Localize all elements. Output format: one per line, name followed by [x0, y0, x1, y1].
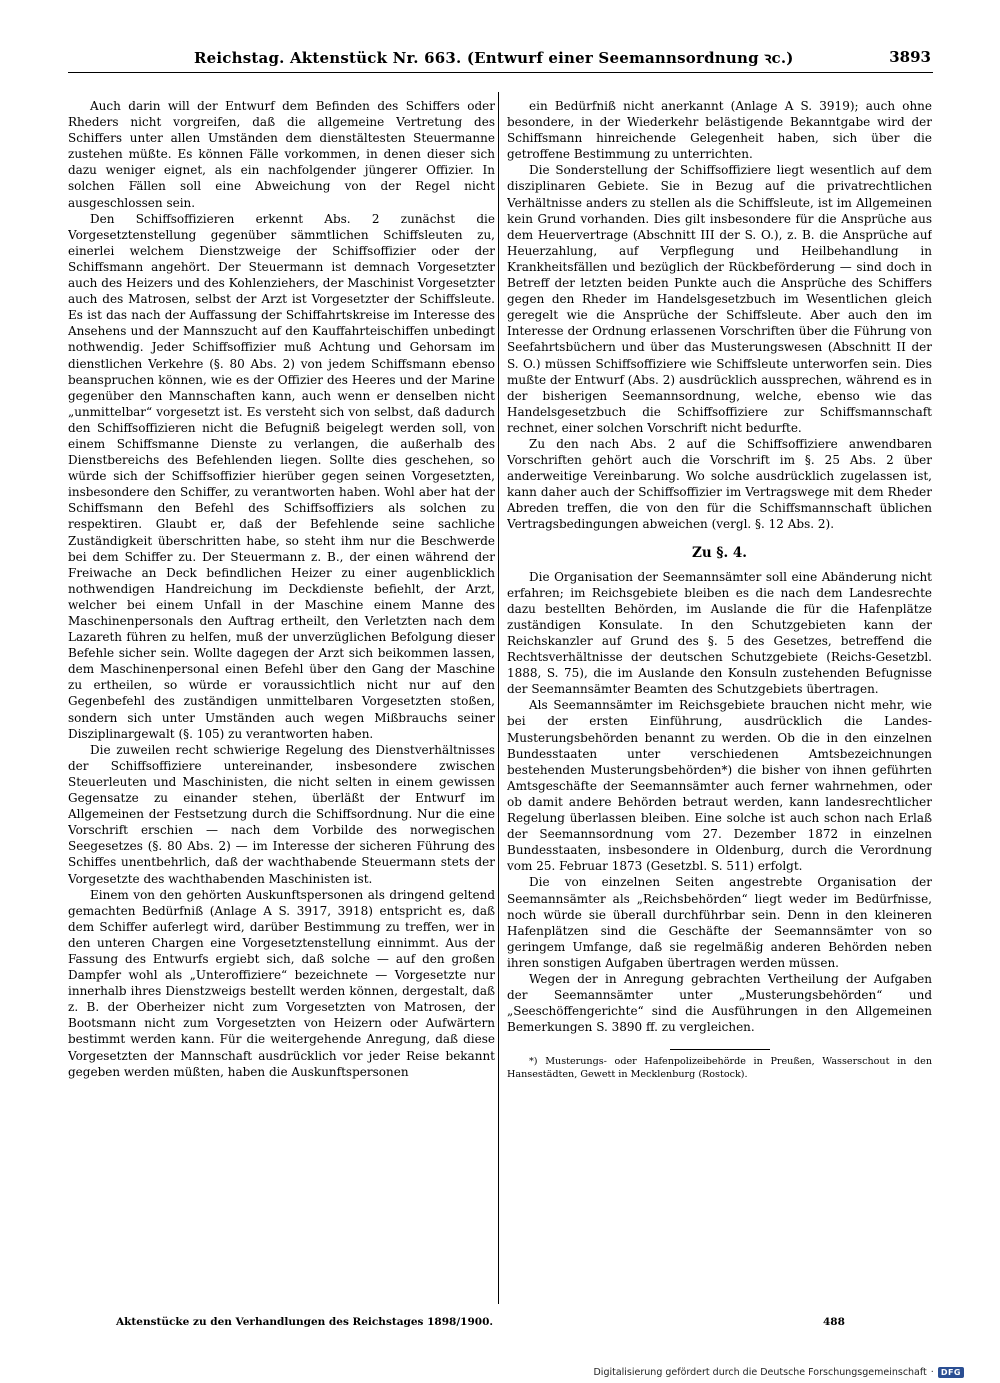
paragraph: Den Schiffsoffizieren erkennt Abs. 2 zunächst die Vorgesetztenstellung gegenüber sämmtlichen Schiffsleuten zu, einerlei welchem Dienstzweige der Schiffsoffizier oder der Schiffsmann angehört. Der Steuermann ist demnach Vorgesetzter auch des Heizers und des Kohlenziehers, der Maschinist Vorgesetzter auch des Matrosen, selbst der Arzt ist Vorgesetzter der Schiffsleute. Es ist das nach der Auffassung der Schiffahrtskreise im Interesse des Ansehens und der Mannszucht auf den Kauffahrteischiffen unbedingt nothwendig. Jeder Schiffsoffizier muß Achtung und Gehorsam im dienstlichen Verkehre (§. 80 Abs. 2) von jedem Schiffsmann ebenso beanspruchen können, wie es der Offizier des Heeres und der Marine gegenüber den Mannschaften kann, auch wenn er denselben nicht „unmittelbar“ vorgesetzt ist. Es versteht sich von selbst, daß dadurch den Schiffsoffizieren nicht die Befugniß beigelegt werden soll, von einem Schiffsmanne Dienste zu verlangen, die außerhalb des Dienstbereichs des Befehlenden liegen. Sollte dies geschehen, so würde sich der Schiffsoffizier hierüber gegen seinen Vorgesetzten, insbesondere den Schiffer, zu verantworten haben. Wohl aber hat der Schiffsmann den Befehl des Schiffsoffiziers als solchen zu respektiren. Glaubt er, daß der Befehlende seine sachliche Zuständigkeit überschritten habe, so steht ihm nur die Beschwerde bei dem Schiffer zu. Der Steuermann z. B., der einen während der Freiwache an Deck befindlichen Heizer zu einer augenblicklich nothwendigen Handreichung im Deckdienste befiehlt, der Arzt, welcher bei einem Unfall in der Maschine einem Manne des Maschinenpersonals den Auftrag ertheilt, den Verletzten nach dem Lazareth führen zu helfen, muß der unverzüglichen Befolgung dieser Befehle sicher sein. Wollte dagegen der Arzt sich beikommen lassen, dem Maschinenpersonal einen Befehl über den Gang der Maschine zu ertheilen, so würde er voraussichtlich nicht nur auf den Gegenbefehl des zuständigen unmittelbaren Vorgesetzten stoßen, sondern sich unter Umständen auch wegen Mißbrauchs seiner Disziplinargewalt (§. 105) zu verantworten haben. — [68, 211, 495, 741]
paragraph: Zu den nach Abs. 2 auf die Schiffsoffiziere anwendbaren Vorschriften gehört auch die Vorschrift im §. 25 Abs. 2 über anderweitige Vereinbarung. Wo solche ausdrücklich zugelassen ist, kann daher auch der Schiffsoffizier im Vertragswege mit dem Rheder Abreden treffen, die von den für die Schiffsmannschaft üblichen Vertragsbedingungen abweichen (vergl. §. 12 Abs. 2). — [507, 436, 932, 532]
paragraph: Die von einzelnen Seiten angestrebte Organisation der Seemannsämter als „Reichsbehörden“ liegt weder im Bedürfnisse, noch würde sie überall durchführbar sein. Denn in den kleineren Hafenplätzen sind die Geschäfte der Seemannsämter von so geringem Umfange, daß sie regelmäßig anderen Behörden neben ihren sonstigen Aufgaben übertragen werden müssen. — [507, 875, 932, 970]
footer-signature: Aktenstücke zu den Verhandlungen des Reichstages 1898/1900. — [116, 1316, 494, 1328]
header-rule — [68, 72, 933, 73]
paragraph: Als Seemannsämter im Reichsgebiete brauchen nicht mehr, wie bei der ersten Einführung, ausdrücklich die Landes-Musterungsbehörden benannt zu werden. Ob die in den einzelnen Bundesstaaten unter verschiedenen Amtsbezeichnungen bestehenden Musterungsbehörden*) die bisher von ihnen geführten Amtsgeschäfte der Seemannsämter auch ferner wahrnehmen, oder ob damit andere Behörden betraut werden, kann landesrechtlicher Regelung überlassen bleiben. Eine solche ist auch schon nach Erlaß der Seemannsordnung vom 27. Dezember 1872 in einzelnen Bundesstaaten, insbesondere in Oldenburg, durch die Verordnung vom 25. Februar 1873 (Gesetzbl. S. 511) erfolgt. — [507, 698, 932, 874]
section-heading: Zu §. 4. — [692, 544, 747, 561]
paragraph: Wegen der in Anregung gebrachten Vertheilung der Aufgaben der Seemannsämter unter „Musterungsbehörden“ und „Seeschöffengerichte“ sind die Ausführungen in den Allgemeinen Bemerkungen S. 3890 ff. zu vergleichen. — [507, 971, 932, 1035]
paragraph: Die Organisation der Seemannsämter soll eine Abänderung nicht erfahren; im Reichsgebiete bleiben es die nach dem Landesrechte dazu bestellten Behörden, im Auslande die für die Hafenplätze zuständigen Konsulate. In den Schutzgebieten kann der Reichskanzler auf Grund des §. 5 des Gesetzes, betreffend die Rechtsverhältnisse der deutschen Schutzgebiete (Reichs-Gesetzbl. 1888, S. 75), die im Auslande den Konsuln zustehenden Befugnisse der Seemannsämter Beamten des Schutzgebiets übertragen. — [507, 569, 932, 697]
credit-text: Digitalisierung gefördert durch die Deutsche Forschungsgemeinschaft — [593, 1367, 927, 1378]
paragraph: Die Sonderstellung der Schiffsoffiziere liegt wesentlich auf dem disziplinaren Gebiete. Sie in Bezug auf die privatrechtlichen Verhältnisse anders zu stellen als die Schiffsleute, ist im Allgemeinen kein Grund vorhanden. Dies gilt insbesondere für die Ansprüche aus dem Heuervertrage (Abschnitt III der S. O.), z. B. die Ansprüche auf Heuerzahlung, auf Verpflegung und Heilbehandlung in Krankheitsfällen und bezüglich der Rückbeförderung — sind doch in Betreff der letzten beiden Punkte auch die Ansprüche des Schiffers gegen den Rheder im Handelsgesetzbuch im Wesentlichen gleich geregelt wie die Ansprüche der Schiffsleute. Aber auch den im Interesse der Ordnung erlassenen Vorschriften über die Führung von Seefahrtsbüchern und über das Musterungswesen (Abschnitt II der S. O.) müssen Schiffsoffiziere wie Schiffsleute unterworfen sein. Dies mußte der Entwurf (Abs. 2) ausdrücklich aussprechen, während es in der bisherigen Seemannsordnung, welche, ebenso wie das Handelsgesetzbuch die Schiffsoffiziere zur Schiffsmannschaft rechnet, einer solchen Vorschrift nicht bedurfte. — [507, 163, 932, 435]
paragraph: Einem von den gehörten Auskunftspersonen als dringend geltend gemachten Bedürfniß (Anlage A S. 3917, 3918) entspricht es, daß dem Schiffer auferlegt wird, darüber Bestimmung zu treffen, wer in den unteren Chargen eine Vorgesetztenstellung einnimmt. Aus der Fassung des Entwurfs ergiebt sich, daß solche — auf den großen Dampfer wohl als „Unteroffiziere“ bezeichnete — Vorgesetzte nur innerhalb ihres Dienstzweigs bestellt werden können, dergestalt, daß z. B. der Oberheizer nicht zum Vorgesetzten von Matrosen, der Bootsmann nicht zum Vorgesetzten von Heizern oder Aufwärtern bestimmt werden kann. Für die weitergehende Anregung, daß diese Vorgesetzten der Mannschaft ausdrücklich vor jeder Reise bekannt gegeben werden müßten, haben die Auskunftspersonen — [68, 887, 495, 1079]
header-title: Reichstag. Aktenstück Nr. 663. (Entwurf einer Seemannsordnung ꝛc.) — [194, 49, 794, 67]
running-header — [68, 45, 933, 73]
digitization-credit — [593, 1366, 964, 1379]
dfg-logo-icon: DFG — [938, 1367, 964, 1378]
column-divider — [498, 92, 499, 1304]
left-column — [68, 98, 495, 1308]
page-number: 3893 — [889, 48, 931, 66]
footnote: *) Musterungs- oder Hafenpolizeibehörde in Preußen, Wasserschout in den Hansestädten, Gewett in Mecklenburg (Rostock). — [507, 1056, 932, 1080]
paragraph: ein Bedürfniß nicht anerkannt (Anlage A S. 3919); auch ohne besondere, in der Wiederkehr belästigende Bekanntgabe wird der Schiffsmann hinreichende Gelegenheit haben, sich über die getroffene Bestimmung zu unterrichten. — [507, 99, 932, 162]
paragraph: Auch darin will der Entwurf dem Befinden des Schiffers oder Rheders nicht vorgreifen, daß die allgemeine Vertretung des Schiffers unter allen Umständen dem dienstältesten Steuermanne zustehen müßte. Es können Fälle vorkommen, in denen dieser sich dazu weniger eignet, als ein nachfolgender jüngerer Offizier. In solchen Fällen soll eine Abweichung von der Regel nicht ausgeschlossen sein. — [68, 99, 495, 210]
footnote-rule — [670, 1049, 770, 1050]
footer-sheet-number: 488 — [823, 1316, 845, 1328]
dot-separator: · — [930, 1367, 934, 1378]
right-column — [507, 98, 932, 1313]
paragraph: Die zuweilen recht schwierige Regelung des Dienstverhältnisses der Schiffsoffiziere untereinander, insbesondere zwischen Steuerleuten und Maschinisten, die nicht selten in einem gewissen Gegensatze zu einander stehen, überläßt der Entwurf im Allgemeinen der Festsetzung durch die Schiffsordnung. Nur die eine Vorschrift erschien — nach dem Vorbilde des norwegischen Seegesetzes (§. 80 Abs. 2) — im Interesse der sicheren Führung des Schiffes unentbehrlich, daß der wachthabende Steuermann stets der Vorgesetzte des wachthabenden Maschinisten ist. — [68, 742, 495, 886]
